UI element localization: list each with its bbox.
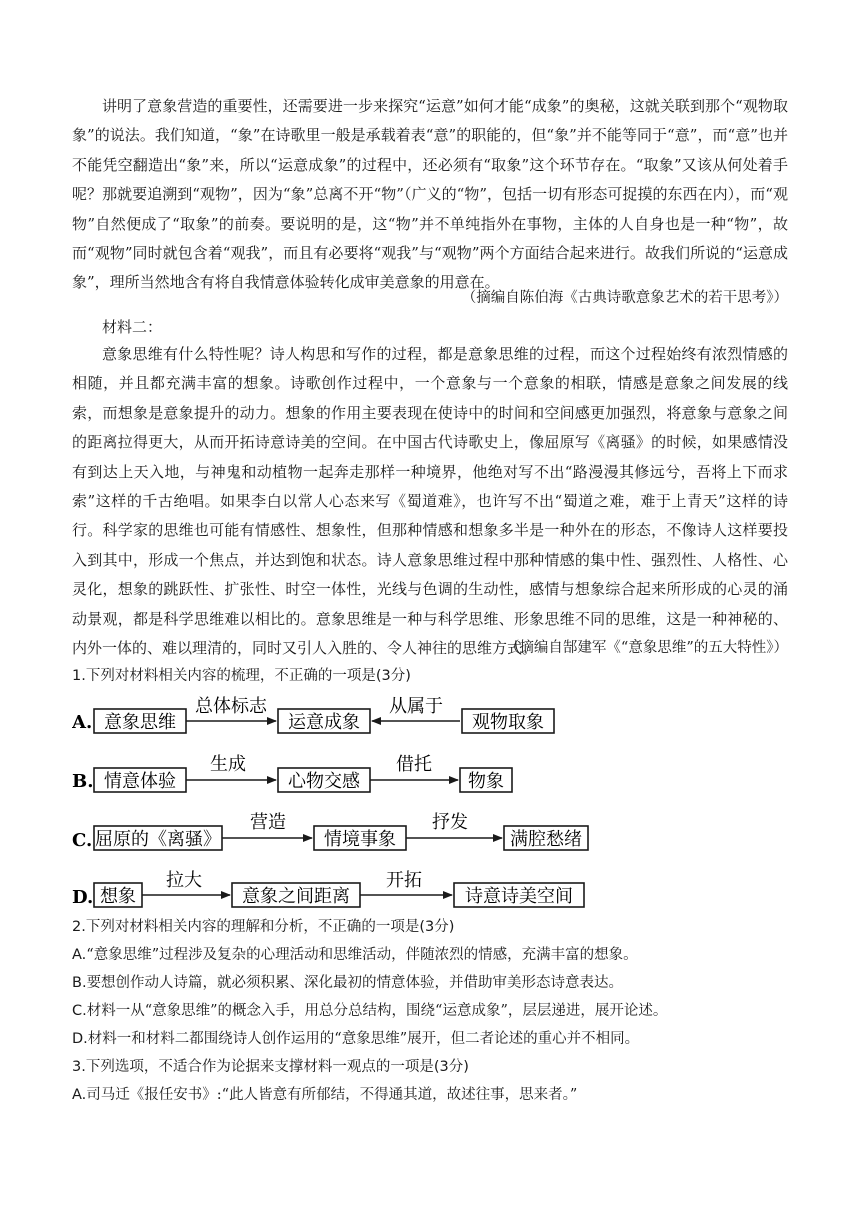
question-3-option-a[interactable] bbox=[72, 1085, 802, 1105]
option-a-box3: 观物取象 bbox=[472, 712, 544, 733]
option-d-box3: 诗意诗美空间 bbox=[465, 886, 573, 907]
q2-option-c-letter: C. bbox=[72, 1003, 87, 1019]
question-3-stem: 3.下列选项，不适合作为论据来支撑材料一观点的一项是(3分) bbox=[72, 1059, 469, 1075]
question-1-diagram bbox=[72, 688, 602, 914]
q3-option-a-letter: A. bbox=[72, 1087, 87, 1103]
q2-option-b-letter: B. bbox=[72, 975, 87, 991]
q2-option-a-letter: A. bbox=[72, 947, 87, 963]
question-2-stem: 2.下列对材料相关内容的理解和分析，不正确的一项是(3分) bbox=[72, 919, 455, 935]
option-d-letter: D. bbox=[72, 887, 94, 908]
q2-option-c-text: 材料一从“意象思维”的概念入手，用总分总结构，围绕“运意成象”，层层递进，展开论述。 bbox=[86, 1003, 668, 1019]
option-a-label1: 总体标志 bbox=[195, 696, 267, 717]
q2-option-d-letter: D. bbox=[72, 1031, 88, 1047]
option-d-label2: 开拓 bbox=[386, 870, 422, 891]
option-b-label2: 借托 bbox=[396, 754, 432, 775]
question-2-option-c[interactable] bbox=[72, 1001, 802, 1021]
option-b-letter: B. bbox=[72, 771, 94, 792]
option-c-letter: C. bbox=[72, 830, 93, 851]
option-b-box3: 物象 bbox=[468, 771, 504, 792]
option-a-letter: A. bbox=[72, 712, 93, 733]
material2-label: 材料二： bbox=[102, 318, 163, 336]
material2-source: （摘编自郜建军《“意象思维”的五大特性》） bbox=[504, 640, 788, 656]
option-b-label1: 生成 bbox=[210, 754, 246, 775]
material1-paragraph: 讲明了意象营造的重要性，还需要进一步来探究“运意”如何才能“成象”的奥秘，这就关联到那个“观物取象”的说法。我们知道，“象”在诗歌里一般是承载着表“意”的职能的，但“象”并不能等同于“意”，而“意”也并不能凭空翻造出“象”来，所以“运意成象”的过程中，还必须有“取象”这个环节存在。“取象”又该从何处着手呢？那就要追溯到“观物”，因为“象”总离不开“物”（广义的“物”，包括一切有形态可捉摸的东西在内），而“观物”自然便成了“取象”的前奏。要说明的是，这“物”并不单纯指外在事物，主体的人自身也是一种“物”，故而“观物”同时就包含着“观我”，而且有必要将“观我”与“观物”两个方面结合起来进行。故我们所说的“运意成象”，理所当然地含有将自我情意体验转化成审美意象的用意在。 bbox=[72, 97, 788, 292]
option-c-box2: 情境事象 bbox=[324, 829, 396, 850]
option-c-box3: 满腔愁绪 bbox=[510, 829, 582, 850]
q2-option-b-text: 要想创作动人诗篇，就必须积累、深化最初的情意体验，并借助审美形态诗意表达。 bbox=[86, 975, 624, 991]
option-b-box2: 心物交感 bbox=[288, 771, 360, 792]
material1-source: （摘编自陈伯海《古典诗歌意象艺术的若干思考》） bbox=[461, 290, 788, 306]
question-2-option-d[interactable] bbox=[72, 1029, 802, 1049]
option-a-label2: 从属于 bbox=[389, 696, 443, 717]
option-b-box1: 情意体验 bbox=[104, 771, 176, 792]
question-1-stem: 1.下列对材料相关内容的梳理，不正确的一项是(3分) bbox=[72, 668, 411, 684]
q2-option-a-text: “意象思维”过程涉及复杂的心理活动和思维活动，伴随浓烈的情感，充满丰富的想象。 bbox=[86, 947, 638, 963]
option-a-flow[interactable] bbox=[72, 696, 554, 733]
option-c-label1: 营造 bbox=[250, 812, 286, 833]
option-d-box2: 意象之间距离 bbox=[242, 886, 350, 907]
option-d-flow[interactable] bbox=[72, 870, 584, 908]
q3-option-a-text: 司马迁《报任安书》:“此人皆意有所郁结，不得通其道，故述往事，思来者。” bbox=[86, 1087, 578, 1103]
option-d-label1: 拉大 bbox=[166, 870, 202, 891]
option-b-flow[interactable] bbox=[72, 754, 512, 792]
option-d-box1: 想象 bbox=[100, 886, 136, 907]
material2-paragraph: 意象思维有什么特性呢？诗人构思和写作的过程，都是意象思维的过程，而这个过程始终有浓烈情感的相随，并且都充满丰富的想象。诗歌创作过程中，一个意象与一个意象的相联，情感是意象之间发展的线索，而想象是意象提升的动力。想象的作用主要表现在使诗中的时间和空间感更加强烈，将意象与意象之间的距离拉得更大，从而开拓诗意诗美的空间。在中国古代诗歌史上，像屈原写《离骚》的时候，如果感情没有到达上天入地，与神鬼和动植物一起奔走那样一种境界，他绝对写不出“路漫漫其修远兮，吾将上下而求索”这样的千古绝唱。如果李白以常人心态来写《蜀道难》，也许写不出“蜀道之难，难于上青天”这样的诗行。科学家的思维也可能有情感性、想象性，但那种情感和想象多半是一种外在的形态，不像诗人这样要投入到其中，形成一个焦点，并达到饱和状态。诗人意象思维过程中那种情感的集中性、强烈性、人格性、心灵化，想象的跳跃性、扩张性、时空一体性，光线与色调的生动性，感情与想象综合起来所形成的心灵的涌动景观，都是科学思维难以相比的。意象思维是一种与科学思维、形象思维不同的思维，这是一种神秘的、内外一体的、难以理清的，同时又引人入胜的、令人神往的思维方式。 bbox=[72, 345, 788, 658]
option-c-box1: 屈原的《离骚》 bbox=[95, 829, 221, 850]
option-c-label2: 抒发 bbox=[432, 812, 468, 833]
option-a-box1: 意象思维 bbox=[104, 712, 176, 733]
q2-option-d-text: 材料一和材料二都围绕诗人创作运用的“意象思维”展开，但二者论述的重心并不相同。 bbox=[87, 1031, 640, 1047]
question-2-option-b[interactable] bbox=[72, 973, 802, 993]
option-a-box2: 运意成象 bbox=[288, 712, 360, 733]
option-c-flow[interactable] bbox=[72, 812, 588, 851]
question-2-option-a[interactable] bbox=[72, 945, 802, 965]
